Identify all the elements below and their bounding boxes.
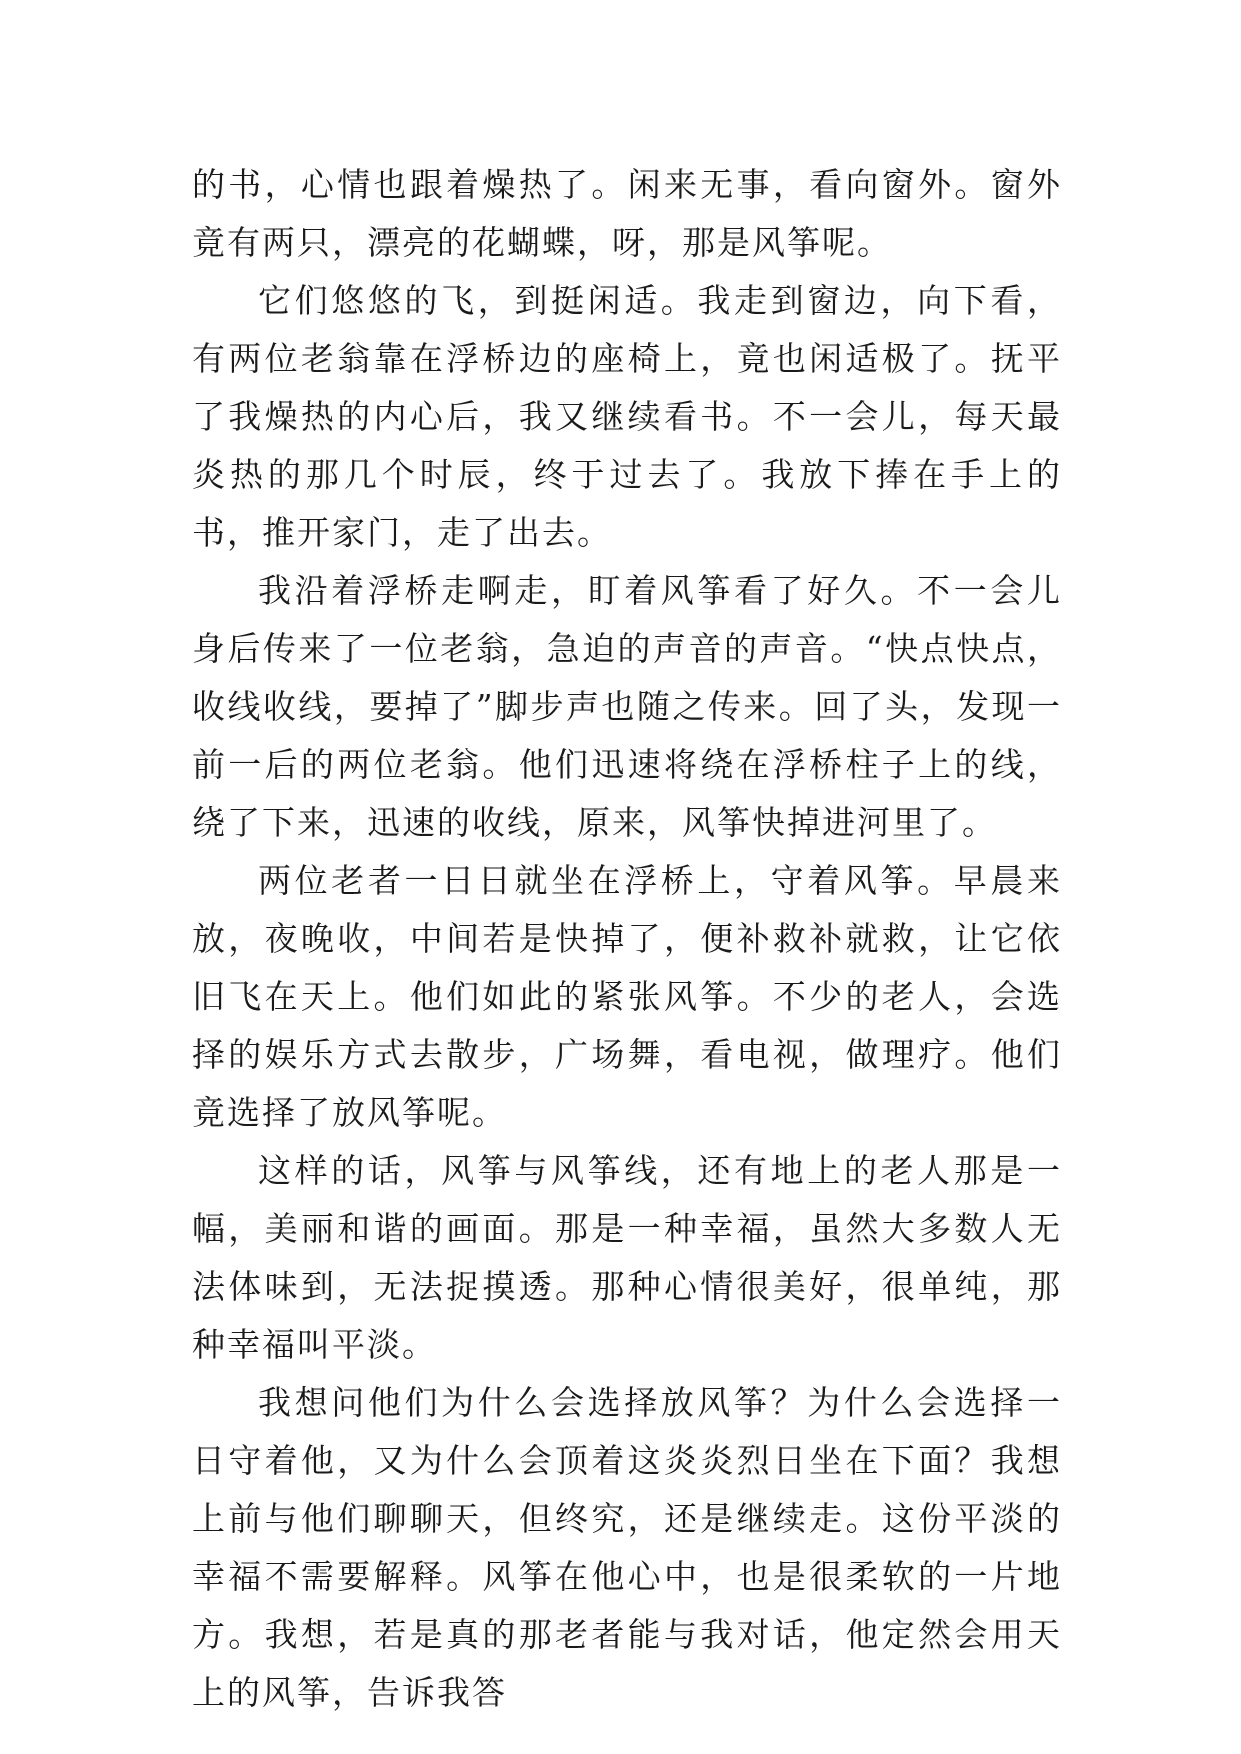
paragraph-2: 它们悠悠的飞，到挺闲适。我走到窗边，向下看，有两位老翁靠在浮桥边的座椅上，竟也闲适极了。抚平了我燥热的内心后，我又继续看书。不一会儿，每天最炎热的那几个时辰，终于过去了。我放下捧在手上的书，推开家门，走了出去。 — [192, 281, 1062, 552]
paragraph-1: 的书，心情也跟着燥热了。闲来无事，看向窗外。窗外竟有两只，漂亮的花蝴蝶，呀，那是风筝呢。 — [192, 165, 1062, 262]
paragraph-3: 我沿着浮桥走啊走，盯着风筝看了好久。不一会儿身后传来了一位老翁，急迫的声音的声音。“快点快点，收线收线，要掉了”脚步声也随之传来。回了头，发现一前一后的两位老翁。他们迅速将绕在浮桥柱子上的线，绕了下来，迅速的收线，原来，风筝快掉进河里了。 — [192, 571, 1062, 842]
paragraph-5: 这样的话，风筝与风筝线，还有地上的老人那是一幅，美丽和谐的画面。那是一种幸福，虽然大多数人无法体味到，无法捉摸透。那种心情很美好，很单纯，那种幸福叫平淡。 — [192, 1151, 1062, 1364]
body-text — [192, 156, 1062, 1722]
paragraph-4: 两位老者一日日就坐在浮桥上，守着风筝。早晨来放，夜晚收，中间若是快掉了，便补救补就救，让它依旧飞在天上。他们如此的紧张风筝。不少的老人，会选择的娱乐方式去散步，广场舞，看电视，做理疗。他们竟选择了放风筝呢。 — [192, 861, 1062, 1132]
paragraph-6: 我想问他们为什么会选择放风筝？为什么会选择一日守着他，又为什么会顶着这炎炎烈日坐在下面？我想上前与他们聊聊天，但终究，还是继续走。这份平淡的幸福不需要解释。风筝在他心中，也是很柔软的一片地方。我想，若是真的那老者能与我对话，他定然会用天上的风筝，告诉我答 — [192, 1383, 1062, 1712]
